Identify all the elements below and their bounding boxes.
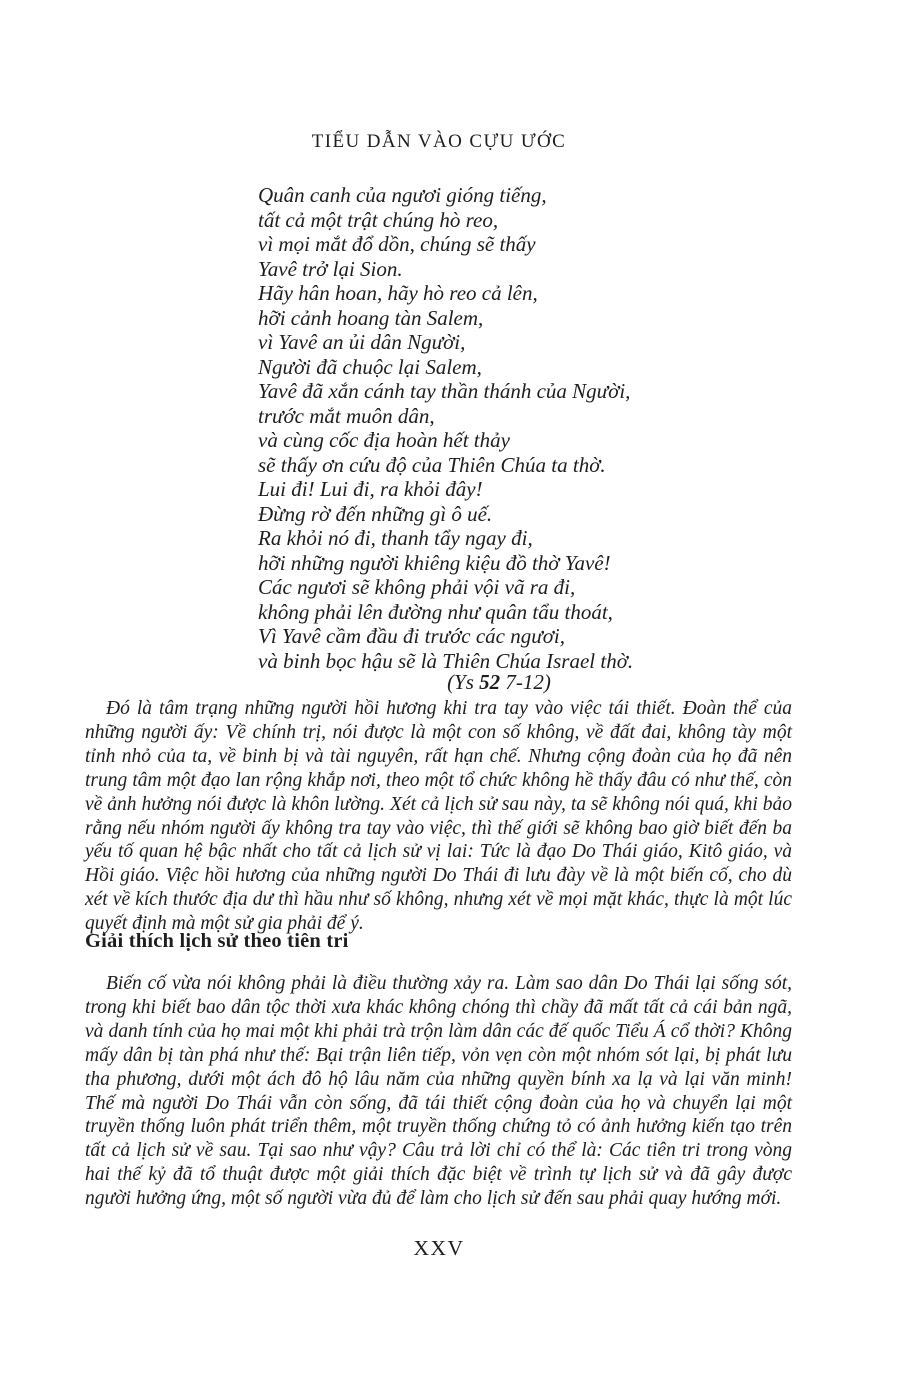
page-number: XXV: [413, 1236, 465, 1260]
poem-line: Yavê đã xắn cánh tay thần thánh của Người,: [258, 379, 631, 403]
paragraph-prophetic-interpretation: Biến cố vừa nói không phải là điều thường xảy ra. Làm sao dân Do Thái lại sống sót, trong khi biết bao dân tộc thời xưa khác không chóng thì chầy đã mất tất cả cái bản ngã, và danh tính của họ mai một khi phải trà trộn làm dân các đế quốc Tiểu Á cổ thời? Không mấy dân bị tàn phá như thế: Bại trận liên tiếp, vỏn vẹn còn một nhóm sót lại, bị phát lưu tha phương, dưới một ách đô hộ lâu năm của những quyền bính xa lạ và lại văn minh! Thế mà người Do Thái vẫn còn sống, đã tái thiết cộng đoàn của họ và chuyển lại một truyền thống luôn phát triển thêm, một truyền thống chứng tỏ có ảnh hưởng kiến tạo trên tất cả lịch sử về sau. Tại sao như vậy? Câu trả lời chỉ có thể là: Các tiên tri trong vòng hai thế kỷ đã tổ thuật được một giải thích đặc biệt về trình tự lịch sử và đã gây được người hưởng ứng, một số người vừa đủ để làm cho lịch sử đến sau phải quay hướng mới.: [85, 973, 792, 1210]
poem-line: Lui đi! Lui đi, ra khỏi đây!: [258, 477, 483, 501]
poem-line: sẽ thấy ơn cứu độ của Thiên Chúa ta thờ.: [258, 452, 606, 477]
poem-line: Ra khỏi nó đi, thanh tẩy ngay đi,: [258, 526, 533, 550]
poem-line: Người đã chuộc lại Salem,: [258, 354, 482, 379]
poem-line: tất cả một trật chúng hò reo,: [258, 207, 499, 232]
poem-line: và binh bọc hậu sẽ là Thiên Chúa Israel thờ.: [258, 648, 634, 673]
poem-quotation: [258, 183, 633, 673]
poem-line: và cùng cốc địa hoàn hết thảy: [258, 428, 510, 452]
poem-line: Hãy hân hoan, hãy hò reo cả lên,: [258, 281, 538, 305]
citation-suffix: 7-12): [500, 670, 551, 694]
poem-line: Đừng rờ đến những gì ô uế.: [258, 501, 493, 526]
poem-line: không phải lên đường như quân tẩu thoát,: [258, 599, 613, 624]
poem-line: vì Yavê an ủi dân Người,: [258, 330, 466, 354]
poem-line: hỡi cảnh hoang tàn Salem,: [258, 305, 484, 330]
scripture-citation: [258, 670, 740, 695]
section-heading: Giải thích lịch sử theo tiên tri: [85, 930, 349, 952]
poem-line: Yavê trở lại Sion.: [258, 256, 403, 281]
running-header: TIỂU DẪN VÀO CỰU ƯỚC: [311, 131, 567, 152]
poem-line: Quân canh của ngươi gióng tiếng,: [258, 183, 547, 207]
poem-line: Vì Yavê cầm đầu đi trước các ngươi,: [258, 624, 566, 648]
citation-chapter: 52: [479, 670, 501, 694]
poem-line: trước mắt muôn dân,: [258, 403, 435, 428]
citation-prefix: (Ys: [447, 670, 480, 694]
poem-line: Các ngươi sẽ không phải vội vã ra đi,: [258, 575, 576, 599]
paragraph-homecoming-significance: Đó là tâm trạng những người hồi hương khi tra tay vào việc tái thiết. Đoàn thể của những người ấy: Về chính trị, nói được là một con số không, về đất đai, không tày một tỉnh nhỏ của ta, về binh bị và tài nguyên, rất hạn chế. Nhưng cộng đoàn của họ đã nên trung tâm một đạo lan rộng khắp nơi, theo một tổ chức không hề thấy đâu có như thế, còn về ảnh hưởng nói được là khôn lường. Xét cả lịch sử sau này, ta sẽ không nói quá, khi bảo rằng nếu nhóm người ấy không tra tay vào việc, thì thế giới sẽ không bao giờ biết đến ba yếu tố quan hệ bậc nhất cho tất cả lịch sử vị lai: Tức là đạo Do Thái giáo, Kitô giáo, và Hồi giáo. Việc hồi hương của những người Do Thái đi lưu đày về là một biến cố, cho dù xét về kích thước địa dư thì hầu như số không, nhưng xét về mọi mặt khác, thực là một lúc quyết định mà một sử gia phải để ý.: [85, 698, 792, 935]
poem-line: vì mọi mắt đổ dồn, chúng sẽ thấy: [258, 232, 536, 256]
poem-line: hỡi những người khiêng kiệu đồ thờ Yavê!: [258, 550, 611, 575]
